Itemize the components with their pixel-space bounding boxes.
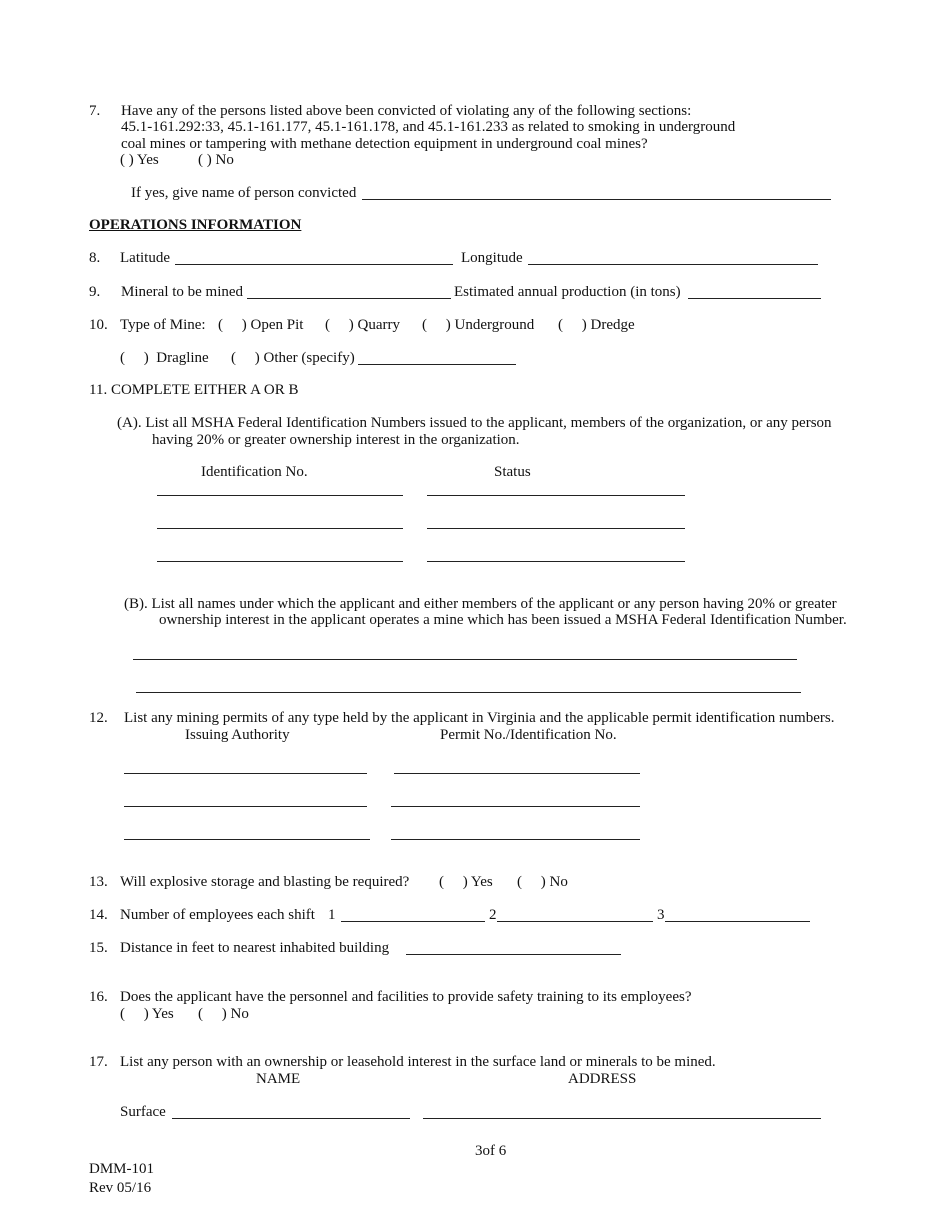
q8-number: 8. xyxy=(89,250,101,266)
distance-field[interactable] xyxy=(406,954,621,955)
page-number: 3of 6 xyxy=(475,1143,507,1159)
authority-field-1[interactable] xyxy=(124,773,367,774)
status-field-3[interactable] xyxy=(427,561,685,562)
q16-yes-checkbox[interactable]: ( ) Yes xyxy=(120,1006,174,1022)
other-specify-field[interactable] xyxy=(358,364,516,365)
latitude-label: Latitude xyxy=(120,250,170,266)
operations-heading: OPERATIONS INFORMATION xyxy=(89,217,302,233)
surface-name-field[interactable] xyxy=(172,1118,410,1119)
status-field-1[interactable] xyxy=(427,495,685,496)
q11-a-line1: (A). List all MSHA Federal Identification Numbers issued to the applicant, members of the organization, or any person xyxy=(117,415,832,431)
shift-2-field[interactable] xyxy=(497,921,653,922)
status-header: Status xyxy=(494,464,531,480)
open-pit-checkbox[interactable]: ( ) Open Pit xyxy=(218,317,304,333)
q16-no-checkbox[interactable]: ( ) No xyxy=(198,1006,249,1022)
q11-b-line1: (B). List all names under which the applicant and either members of the applicant or any person having 20% or greater xyxy=(124,596,837,612)
q16-number: 16. xyxy=(89,989,108,1005)
surface-address-field[interactable] xyxy=(423,1118,821,1119)
mine-names-field-2[interactable] xyxy=(136,692,801,693)
longitude-label: Longitude xyxy=(461,250,523,266)
permit-field-1[interactable] xyxy=(394,773,640,774)
q10-number: 10. xyxy=(89,317,108,333)
q12-text: List any mining permits of any type held by the applicant in Virginia and the applicable permit identification numbers. xyxy=(124,710,835,726)
q7-convicted-name-field[interactable] xyxy=(362,199,831,200)
mine-type-label: Type of Mine: xyxy=(120,317,206,333)
q13-no-checkbox[interactable]: ( ) No xyxy=(517,874,568,890)
production-label: Estimated annual production (in tons) xyxy=(454,284,681,300)
q13-number: 13. xyxy=(89,874,108,890)
q12-number: 12. xyxy=(89,710,108,726)
production-field[interactable] xyxy=(688,298,821,299)
authority-field-3[interactable] xyxy=(124,839,370,840)
quarry-checkbox[interactable]: ( ) Quarry xyxy=(325,317,400,333)
shift-3-field[interactable] xyxy=(665,921,810,922)
q9-number: 9. xyxy=(89,284,101,300)
dredge-checkbox[interactable]: ( ) Dredge xyxy=(558,317,635,333)
mineral-field[interactable] xyxy=(247,298,451,299)
issuing-authority-header: Issuing Authority xyxy=(185,727,290,743)
q14-number: 14. xyxy=(89,907,108,923)
underground-checkbox[interactable]: ( ) Underground xyxy=(422,317,535,333)
q17-number: 17. xyxy=(89,1054,108,1070)
shift-2-label: 2 xyxy=(489,907,497,923)
q13-yes-checkbox[interactable]: ( ) Yes xyxy=(439,874,493,890)
form-number: DMM-101 xyxy=(89,1161,155,1177)
latitude-field[interactable] xyxy=(175,264,453,265)
id-field-3[interactable] xyxy=(157,561,403,562)
other-checkbox[interactable]: ( ) Other (specify) xyxy=(231,350,355,366)
q14-text: Number of employees each shift xyxy=(120,907,315,923)
status-field-2[interactable] xyxy=(427,528,685,529)
shift-1-field[interactable] xyxy=(341,921,485,922)
shift-1-label: 1 xyxy=(328,907,336,923)
q16-text: Does the applicant have the personnel and facilities to provide safety training to its employees? xyxy=(120,989,692,1005)
shift-3-label: 3 xyxy=(657,907,665,923)
q7-followup-label: If yes, give name of person convicted xyxy=(131,185,357,201)
q17-text: List any person with an ownership or leasehold interest in the surface land or minerals to be mined. xyxy=(120,1054,716,1070)
q15-text: Distance in feet to nearest inhabited building xyxy=(120,940,390,956)
q7-text-line1: Have any of the persons listed above been convicted of violating any of the following sections: xyxy=(121,103,692,119)
q7-yes-checkbox[interactable]: ( ) Yes xyxy=(120,152,159,168)
q7-number: 7. xyxy=(89,103,101,119)
q7-no-checkbox[interactable]: ( ) No xyxy=(198,152,234,168)
q13-text: Will explosive storage and blasting be required? xyxy=(120,874,410,890)
q11-a-line2: having 20% or greater ownership interest in the organization. xyxy=(152,432,520,448)
q11-b-line2: ownership interest in the applicant operates a mine which has been issued a MSHA Federal Identification Number. xyxy=(159,612,847,628)
id-field-2[interactable] xyxy=(157,528,403,529)
permit-field-3[interactable] xyxy=(391,839,640,840)
authority-field-2[interactable] xyxy=(124,806,367,807)
identification-no-header: Identification No. xyxy=(201,464,308,480)
q7-text-line3: coal mines or tampering with methane detection equipment in underground coal mines? xyxy=(121,136,648,152)
permit-field-2[interactable] xyxy=(391,806,640,807)
q7-text-line2: 45.1-161.292:33, 45.1-161.177, 45.1-161.178, and 45.1-161.233 as related to smoking in underground xyxy=(121,119,736,135)
address-header: ADDRESS xyxy=(568,1071,637,1087)
dragline-checkbox[interactable]: ( ) Dragline xyxy=(120,350,209,366)
longitude-field[interactable] xyxy=(528,264,818,265)
q11-title: 11. COMPLETE EITHER A OR B xyxy=(89,382,299,398)
id-field-1[interactable] xyxy=(157,495,403,496)
permit-no-header: Permit No./Identification No. xyxy=(440,727,617,743)
form-revision: Rev 05/16 xyxy=(89,1180,152,1196)
name-header: NAME xyxy=(256,1071,301,1087)
surface-label: Surface xyxy=(120,1104,166,1120)
mineral-label: Mineral to be mined xyxy=(121,284,244,300)
q15-number: 15. xyxy=(89,940,108,956)
mine-names-field-1[interactable] xyxy=(133,659,797,660)
